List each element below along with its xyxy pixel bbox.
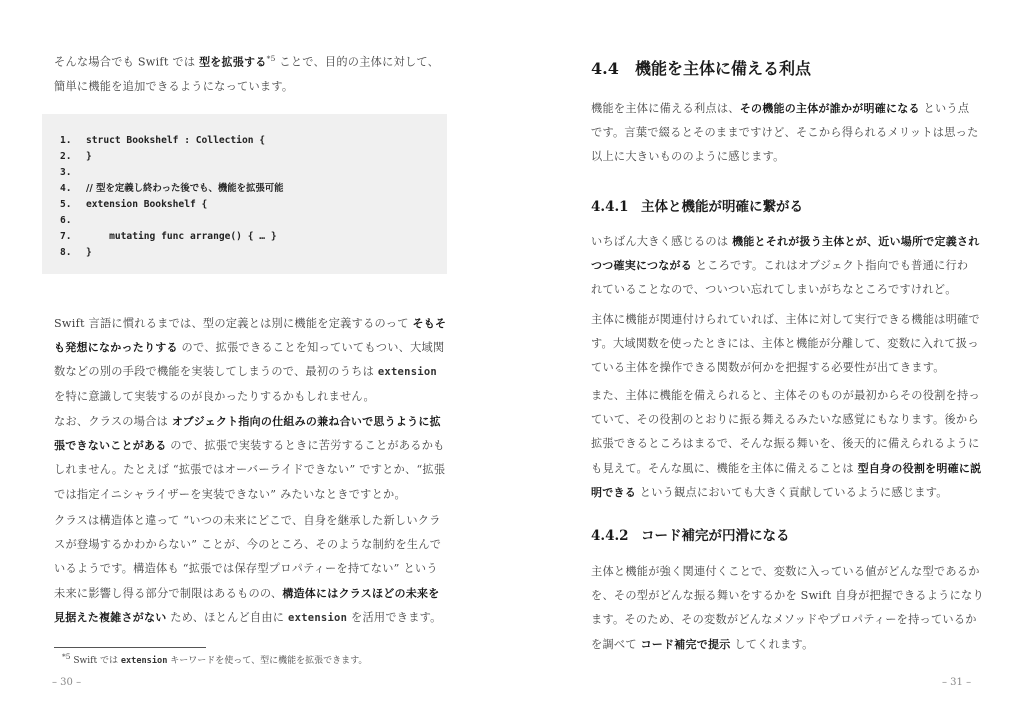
- text: す。大域関数を使ったときには、主体と機能が分離して、変数に入れて扱っ: [591, 337, 979, 351]
- line-number: 7.: [60, 231, 72, 242]
- page-number: – 31 –: [942, 677, 972, 688]
- code-text: mutating func arrange() { … }: [86, 231, 277, 242]
- paragraph-code-completion: [591, 560, 991, 657]
- paragraph-benefit-intro: [591, 97, 991, 170]
- text: ので、拡張できることを知っていてもつい、大域関: [177, 341, 445, 355]
- text: ている主体を操作できる関数が何かを把握する必要性が出てきます。: [591, 361, 945, 375]
- footnote: [62, 652, 367, 666]
- bold-text: 型を拡張する: [199, 55, 267, 69]
- text: ため、ほとんど自由に: [166, 610, 289, 624]
- text: 主体と機能が強く関連付くことで、変数に入っている値がどんな型であるか: [591, 565, 980, 578]
- text: してくれます。: [730, 637, 814, 651]
- text: という観点においても大きく貢献しているように感じます。: [636, 485, 948, 499]
- subsection-number: 4.4.2: [591, 528, 629, 544]
- bold-text: も発想になかったりする: [54, 341, 178, 355]
- inline-code: extension: [377, 366, 437, 379]
- code-line: [60, 181, 284, 197]
- line-number: 2.: [60, 151, 72, 162]
- bold-text: オブジェクト指向の仕組みの兼ね合いで思うように拡: [171, 415, 441, 428]
- text: クラスは構造体と違って “いつの未来にどこで、自身を継承した新しいクラ: [54, 514, 441, 527]
- inline-code: extension: [120, 656, 168, 666]
- code-comment: // 型を定義し終わった後でも、機能を拡張可能: [86, 183, 284, 194]
- bold-text: 機能とそれが扱う主体とが、近い場所で定義され: [732, 235, 980, 248]
- code-line: [60, 165, 86, 181]
- code-text: struct Bookshelf : Collection {: [86, 135, 266, 146]
- footnote-divider: [54, 647, 206, 648]
- text: 簡単に機能を追加できるようになっています。: [54, 79, 294, 93]
- text: Swift 言語に慣れるまでは、型の定義とは別に機能を定義するのって: [54, 317, 413, 330]
- code-line: [60, 133, 265, 149]
- text: なお、クラスの場合は: [54, 415, 172, 428]
- line-number: 5.: [60, 199, 72, 210]
- section-title: 機能を主体に備える利点: [635, 59, 812, 78]
- line-number: 8.: [60, 247, 72, 258]
- text: を、その型がどんな振る舞いをするかを Swift 自身が把握できるようになり: [591, 589, 984, 603]
- text: ので、拡張で実装するときに苦労することがあるかも: [166, 439, 445, 453]
- code-text: }: [86, 151, 92, 162]
- text: 未来に影響し得る部分で制限はあるものの、: [54, 586, 283, 600]
- subsection-heading: [591, 195, 803, 215]
- bold-text: その機能の主体が誰かが明確になる: [739, 102, 920, 115]
- text: 主体に機能が関連付けられていれば、主体に対して実行できる機能は明確で: [591, 313, 980, 326]
- text: いるようです。構造体も “拡張では保存型プロパティーを持てない” という: [54, 562, 438, 576]
- bold-text: そもそ: [412, 317, 447, 330]
- text: キーワードを使って、型に機能を拡張できます。: [167, 656, 368, 666]
- paragraph-class-case: [54, 410, 454, 507]
- code-line: [60, 197, 207, 213]
- bold-text: つつ確実につながる: [591, 259, 693, 273]
- text: いちばん大きく感じるのは: [591, 235, 733, 248]
- text: そんな場合でも Swift では: [54, 55, 200, 69]
- bold-text: 張できないことがある: [54, 439, 167, 453]
- bold-text: 型自身の役割を明確に説: [857, 461, 982, 475]
- text: を特に意識して実装するのが良かったりするかもしれません。: [54, 389, 375, 403]
- text: では指定イニシャライザーを実装できない” みたいなときですとか。: [54, 487, 406, 501]
- text: ことで、目的の主体に対して、: [275, 55, 440, 69]
- text: も見えて。そんな風に、機能を主体に備えることは: [591, 461, 858, 475]
- text: れていることなので、ついつい忘れてしまいがちなところですけれど。: [591, 283, 957, 297]
- line-number: 6.: [60, 215, 72, 226]
- line-number: 3.: [60, 167, 72, 178]
- text: また、主体に機能を備えられると、主体そのものが最初からその役割を持っ: [591, 389, 980, 402]
- text: を活用できます。: [347, 610, 442, 624]
- page-number: – 30 –: [52, 677, 82, 688]
- intro-paragraph: [54, 47, 454, 99]
- paragraph-associated-functions: [591, 308, 991, 381]
- paragraph-swift-language: [54, 312, 454, 409]
- text: 機能を主体に備える利点は、: [591, 102, 740, 115]
- text: Swift では: [70, 656, 121, 666]
- right-page: [512, 0, 1024, 727]
- code-block: [42, 114, 447, 274]
- text: という点: [919, 102, 970, 115]
- bold-text: 構造体にはクラスほどの未来を: [282, 586, 440, 600]
- text: 以上に大きいもののように感じます。: [591, 150, 785, 164]
- code-text: }: [86, 247, 92, 258]
- bold-text: 見据えた複雑さがない: [54, 610, 167, 624]
- code-line: [60, 213, 86, 229]
- line-number: 1.: [60, 135, 72, 146]
- code-line: [60, 245, 92, 261]
- text: です。言葉で綴るとそのままですけど、そこから得られるメリットは思った: [591, 126, 979, 140]
- section-number: 4.4: [591, 59, 619, 78]
- footnote-ref[interactable]: *5: [266, 54, 276, 63]
- bold-text: コード補完で提示: [640, 637, 731, 651]
- text: 拡張できるところはまるで、そんな振る舞いを、後天的に備えられるように: [591, 437, 980, 451]
- subsection-heading: [591, 524, 790, 544]
- subsection-title: 主体と機能が明確に繋がる: [641, 199, 803, 215]
- code-line: [60, 229, 277, 245]
- section-heading: [591, 56, 811, 79]
- subsection-number: 4.4.1: [591, 199, 629, 215]
- subsection-title: コード補完が円滑になる: [641, 528, 790, 544]
- code-text: extension Bookshelf {: [86, 199, 208, 210]
- text: ところです。これはオブジェクト指向でも普通に行わ: [692, 259, 969, 273]
- paragraph-clear-connection: [591, 230, 991, 303]
- paragraph-struct-vs-class: [54, 509, 454, 630]
- text: しれません。たとえば “拡張ではオーバーライドできない” ですとか、“拡張: [54, 463, 446, 477]
- paragraph-roles: [591, 384, 991, 505]
- bold-text: 明できる: [591, 485, 636, 499]
- line-number: 4.: [60, 183, 72, 194]
- text: ます。そのため、その変数がどんなメソッドやプロパティーを持っているか: [591, 613, 977, 627]
- text: 数などの別の手段で機能を実装してしまうので、最初のうちは: [54, 365, 378, 379]
- text: ていて、その役割のとおりに振る舞えるみたいな感覚にもなります。後から: [591, 413, 979, 427]
- inline-code: extension: [288, 611, 348, 624]
- text: を調べて: [591, 637, 641, 651]
- code-line: [60, 149, 92, 165]
- text: スが登場するかわからない” ことが、今のところ、そのような制約を生んで: [54, 538, 442, 552]
- footnote-mark: *5: [62, 652, 71, 661]
